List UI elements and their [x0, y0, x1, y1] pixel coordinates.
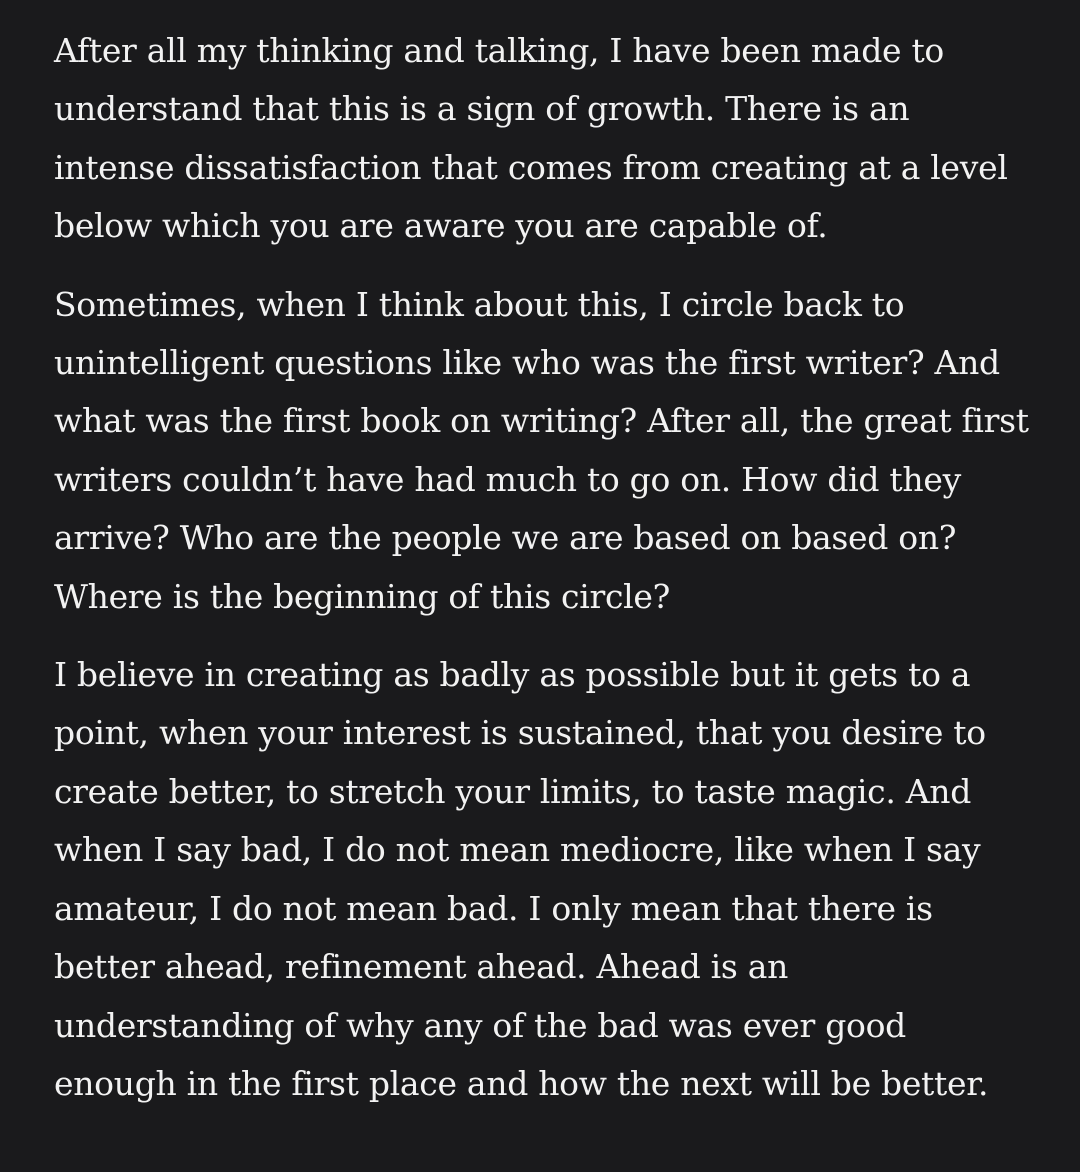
text-line: After all my thinking and talking, I have been made to — [54, 31, 944, 70]
text-line: create better, to stretch your limits, to taste magic. And — [54, 771, 972, 811]
text-line: understand that this is a sign of growth. There is an — [54, 89, 910, 129]
paragraph-2 — [54, 276, 1054, 626]
article-body — [54, 22, 1054, 1133]
text-line: when I say bad, I do not mean mediocre, like when I say — [54, 830, 981, 870]
text-line: intense dissatisfaction that comes from creating at a level — [54, 147, 1008, 187]
text-line: unintelligent questions like who was the first writer? And — [54, 343, 1000, 383]
paragraph-1 — [54, 22, 1054, 256]
text-line: I believe in creating as badly as possible but it gets to a — [54, 655, 971, 695]
text-line: what was the first book on writing? After all, the great first — [54, 401, 1029, 441]
text-line: amateur, I do not mean bad. I only mean that there is — [54, 888, 933, 928]
text-line: Where is the beginning of this circle? — [54, 576, 671, 616]
text-line: writers couldn’t have had much to go on. How did they — [54, 459, 961, 499]
text-line: understanding of why any of the bad was ever good — [54, 1005, 906, 1045]
text-line: Sometimes, when I think about this, I circle back to — [54, 284, 905, 324]
text-line: below which you are aware you are capable of. — [54, 206, 828, 246]
text-line: better ahead, refinement ahead. Ahead is an — [54, 947, 789, 987]
paragraph-3 — [54, 646, 1054, 1113]
text-line: enough in the first place and how the next will be better. — [54, 1063, 989, 1103]
text-line: arrive? Who are the people we are based on based on? — [54, 518, 957, 558]
text-line: point, when your interest is sustained, that you desire to — [54, 713, 986, 753]
